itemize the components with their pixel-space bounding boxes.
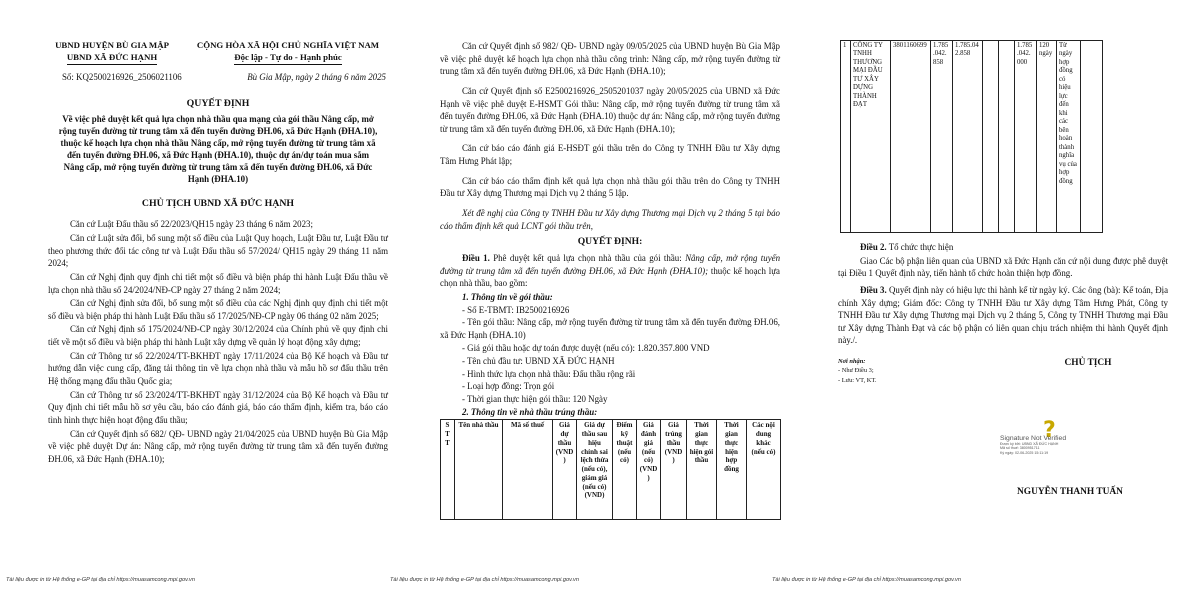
legal-basis-12: Căn cứ báo cáo thẩm định kết quả lựa chọn nhà thầu gói thầu trên do Công ty TNHH Đầu tư Xây dựng Thương mại Dịch vụ 2 tháng 5 lập. (440, 175, 780, 199)
winner-table-header (440, 419, 781, 520)
cell-tax-code: 3801160699 (891, 41, 931, 233)
th-bid-price: Giá dự thầu (VND ) (553, 420, 577, 520)
legal-basis-4: Căn cứ Nghị định sửa đổi, bổ sung một số điều của các Nghị định quy định chi tiết một số điều và biện pháp thi hành Luật Đấu thầu số 17/2025/NĐ-CP ngày 06 tháng 02 năm 2025; (48, 298, 388, 321)
info-investor: - Tên chủ đầu tư: UBND XÃ ĐỨC HẠNH (462, 356, 615, 367)
page-3 (838, 0, 1168, 601)
cell-contractor: CÔNG TY TNHH THƯƠNG MẠI ĐẦU TƯ XÂY DỰNG THÀNH ĐẠT (851, 41, 891, 233)
page-2 (440, 0, 780, 601)
legal-basis-6: Căn cứ Thông tư số 22/2024/TT-BKHĐT ngày 17/11/2024 của Bộ Kế hoạch và Đầu tư hướng dẫn việc cung cấp, đăng tải thông tin về lựa chọn nhà thầu và mẫu hồ sơ đấu thầu trên Hệ thống mạng đấu thầu Quốc gia; (48, 350, 388, 386)
signature-area (838, 357, 1168, 385)
th-stt: S T T (441, 420, 455, 520)
article-2-heading (838, 241, 1168, 254)
signer-block (1008, 357, 1168, 385)
cell-adjusted-price: 1.785.04 2.858 (953, 41, 983, 233)
legal-basis-2: Căn cứ Luật sửa đổi, bổ sung một số điều của Luật Quy hoạch, Luật Đầu tư, Luật Đầu tư theo phương thức đối tác công tư và Luật Đấu thầu số 57/2024/ QH15 ngày 29 tháng 11 năm 2024; (48, 232, 388, 269)
th-tech-score: Điểm kỹ thuật (nếu có) (613, 420, 637, 520)
signature-detail: Được ký bởi: UBND XÃ ĐỨC HẠNH (1000, 442, 1059, 446)
doc-subject: Về việc phê duyệt kết quả lựa chọn nhà thầu qua mạng của gói thầu Nâng cấp, mở rộng tuyến đường từ trung tâm xã đến tuyến đường ĐH.06, xã Đức Hạnh (ĐHA.10), thuộc kế hoạch lựa chọn nhà thầu Nâng cấp, mở rộng tuyến đường từ trung tâm xã đến tuyến đường ĐH.06, xã Đức Hạnh (ĐHA.10), thuộc dự án/dự toán mua sắm Nâng cấp, mở rộng tuyến đường từ trung tâm xã đến tuyến đường ĐH.06, xã Đức Hạnh (ĐHA.10) (58, 114, 378, 185)
article-3-text: Quyết định này có hiệu lực thi hành kể từ ngày ký. Các ông (bà): Kế toán, Địa chính Xây dựng; Giám đốc: Công ty TNHH Đầu tư Xây dựng Tâm Hưng Phát, Công ty TNHH Đầu tư Xây dựng Thương mại Dịch vụ 2 tháng 5, Công ty TNHH Thương mại Đầu tư Xây dựng Thành Đạt và các bộ phận có liên quan chịu trách nhiệm thi hành Quyết định này./. (838, 284, 1169, 346)
th-other: Các nội dung khác (nếu có) (747, 420, 781, 520)
article-2-text: Giao Các bộ phận liên quan của UBND xã Đức Hạnh căn cứ nội dung được phê duyệt tại Điều 1 Quyết định này, tiến hành tổ chức hoàn thiện hợp đồng. (838, 255, 1168, 279)
cell-package-time: 120 ngày (1037, 41, 1057, 233)
article-3 (838, 284, 1168, 347)
cell-stt: 1 (841, 41, 851, 233)
article-3-label: Điều 3. (860, 284, 887, 295)
nation-line2: Độc lập - Tự do - Hạnh phúc (234, 52, 342, 65)
article-1-text: Phê duyệt kết quả lựa chọn nhà thầu của gói thầu: (493, 252, 682, 263)
legal-basis-8: Căn cứ Quyết định số 682/ QĐ- UBND ngày 21/04/2025 của UBND huyện Bù Gia Mập về việc phê duyệt Dự án: Nâng cấp, mở rộng tuyến đường từ trung tâm xã đến tuyến đường ĐH.06, xã Đức Hạnh (ĐHA.10); (48, 428, 388, 464)
signature-detail: Ký ngày: 02-06-2025 15:11:19 (1000, 450, 1049, 455)
signature-status: Signature Not Verified (1000, 435, 1067, 442)
cell-bid-price: 1.785 .042. 858 (931, 41, 953, 233)
info-method: - Hình thức lựa chọn nhà thầu: Đấu thầu rộng rãi (462, 368, 636, 379)
cell-eval-price (999, 41, 1015, 233)
cell-award-price: 1.785 .042. 000 (1015, 41, 1037, 233)
footer-page-2: Tài liệu được in từ Hệ thống e-GP tại địa chỉ https://muasamcong.mpi.gov.vn (390, 577, 579, 583)
th-contract-time: Thời gian thực hiện hợp đồng (717, 420, 747, 520)
th-adjusted-price: Giá dự thầu sau hiệu chỉnh sai lệch thừa (nếu có), giảm giá (nếu có) (VND) (577, 420, 613, 520)
th-contractor: Tên nhà thầu (455, 420, 503, 520)
th-tax-code: Mã số thuế (503, 420, 553, 520)
section-2-heading: 2. Thông tin về nhà thầu trúng thầu: (462, 406, 598, 417)
verification-check-icon: ? (1043, 418, 1056, 443)
info-duration: - Thời gian thực hiện gói thầu: 120 Ngày (462, 393, 608, 404)
recipients-label: Nơi nhận: (838, 358, 866, 366)
th-package-time: Thời gian thực hiện gói thầu (687, 420, 717, 520)
legal-basis-3: Căn cứ Nghị định quy định chi tiết một số điều và biện pháp thi hành Luật Đấu thầu về lựa chọn nhà thầu số 24/2024/NĐ-CP ngày 27 tháng 2 năm 2024; (48, 271, 388, 295)
doc-title: QUYẾT ĐỊNH (186, 98, 250, 110)
decide-heading: QUYẾT ĐỊNH: (577, 236, 643, 248)
article-2-label: Điều 2. (860, 242, 887, 252)
th-award-price: Giá trúng thầu (VND ) (661, 420, 687, 520)
authority-title: CHỦ TỊCH UBND XÃ ĐỨC HẠNH (141, 198, 295, 210)
consider-text: Xét đề nghị của Công ty TNHH Đầu tư Xây dựng Thương mại Dịch vụ 2 tháng 5 tại báo cáo thẩm định kết quả LCNT gói thầu trên, (440, 208, 780, 231)
recipient-item: - Như Điều 3; (838, 367, 874, 375)
legal-basis-1: Căn cứ Luật Đấu thầu số 22/2023/QH15 ngày 23 tháng 6 năm 2023; (70, 219, 313, 230)
signature-detail: Mã số thuế: 3800951711 (1000, 446, 1040, 451)
doc-number: Số: KQ2500216926_2506021106 (62, 71, 182, 82)
info-package-name: - Tên gói thầu: Nâng cấp, mở rộng tuyến đường từ trung tâm xã đến tuyến đường ĐH.06, xã Đức Hạnh (ĐHA.10) (440, 317, 780, 340)
table-row (841, 41, 1103, 233)
winner-table-body (840, 40, 1103, 233)
cell-contract-time: Từ ngày hợp đồng có hiệu lực đến khi các bên hoàn thành nghĩa vụ của hợp đồng (1057, 41, 1081, 233)
section-1-heading: 1. Thông tin về gói thầu: (462, 291, 553, 302)
info-price: - Giá gói thầu hoặc dự toán được duyệt (nếu có): 1.820.357.800 VND (462, 343, 710, 354)
nation-line1: CỘNG HÒA XÃ HỘI CHỦ NGHĨA VIỆT NAM (196, 40, 380, 50)
recipients-block (838, 357, 948, 385)
table-header-row (441, 420, 781, 520)
issuer-line2: UBND XÃ ĐỨC HẠNH (67, 52, 157, 65)
issuer-line1: UBND HUYỆN BÙ GIA MẬP (55, 40, 169, 50)
place-date: Bù Gia Mập, ngày 2 tháng 6 năm 2025 (247, 71, 386, 82)
cell-tech-score (983, 41, 999, 233)
article-1-label: Điều 1. (462, 252, 490, 263)
page-1 (48, 0, 388, 601)
header-block (48, 40, 388, 65)
nation-block (188, 40, 388, 65)
article-1-tail: thuộc kế hoạch lựa chọn nhà thầu, bao gồm: (440, 265, 780, 289)
footer-page-1: Tài liệu được in từ Hệ thống e-GP tại địa chỉ https://muasamcong.mpi.gov.vn (6, 577, 195, 583)
footer-page-3: Tài liệu được in từ Hệ thống e-GP tại địa chỉ https://muasamcong.mpi.gov.vn (772, 577, 961, 583)
legal-basis-7: Căn cứ Thông tư số 23/2024/TT-BKHĐT ngày 31/12/2024 của Bộ Kế hoạch và Đầu tư Quy định chi tiết mẫu hồ sơ yêu cầu, báo cáo đánh giá, báo cáo thẩm định, kiểm tra, báo cáo tình hình thực hiện hoạt động đấu thầu; (48, 389, 388, 425)
legal-basis-5: Căn cứ Nghị định số 175/2024/NĐ-CP ngày 30/12/2024 của Chính phủ về quy định chi tiết về một số điều và biện pháp thi hành Luật xây dựng về quản lý hoạt động xây dựng; (48, 324, 388, 348)
article-1-package: Nâng cấp, mở rộng tuyến đường từ trung tâm xã đến tuyến đường ĐH.06, xã Đức Hạnh (ĐHA.10); (440, 252, 781, 276)
info-contract-type: - Loại hợp đồng: Trọn gói (462, 381, 555, 392)
digital-signature-stamp (1000, 435, 1098, 475)
recipient-item: - Lưu: VT, KT. (838, 376, 877, 384)
legal-basis-10: Căn cứ Quyết định số E2500216926_2505201037 ngày 20/05/2025 của UBND xã Đức Hạnh về việc phê duyệt E-HSMT Gói thầu: Nâng cấp, mở rộng tuyến đường từ trung tâm xã đến tuyến đường ĐH.06, xã Đức Hạnh (ĐHA.10) thuộc dự án: Nâng cấp, mở rộng tuyến đường từ trung tâm xã đến tuyến đường ĐH.06, xã Đức Hạnh (ĐHA.10); (440, 85, 780, 134)
signer-name: NGUYỄN THANH TUẤN (1017, 487, 1123, 497)
info-tbmt: - Số E-TBMT: IB2500216926 (462, 304, 570, 315)
legal-basis-9: Căn cứ Quyết định số 982/ QĐ- UBND ngày 09/05/2025 của UBND huyện Bù Gia Mập về việc phê duyệt kế hoạch lựa chọn nhà thầu công trình: Nâng cấp, mở rộng tuyến đường từ trung tâm xã đến tuyến đường ĐH.06, xã Đức Hạnh (ĐHA.10); (440, 41, 780, 77)
article-2-title: Tổ chức thực hiện (888, 242, 954, 252)
th-eval-price: Giá đánh giá (nếu có) (VND) (637, 420, 661, 520)
legal-basis-11: Căn cứ báo cáo đánh giá E-HSĐT gói thầu trên do Công ty TNHH Đầu tư Xây dựng Tâm Hưng Phát lập; (440, 143, 780, 167)
issuer-block (48, 40, 176, 65)
number-date-row (48, 71, 388, 84)
article-1 (440, 252, 780, 290)
signer-title: CHỦ TỊCH (1064, 358, 1112, 369)
cell-other (1081, 41, 1103, 233)
